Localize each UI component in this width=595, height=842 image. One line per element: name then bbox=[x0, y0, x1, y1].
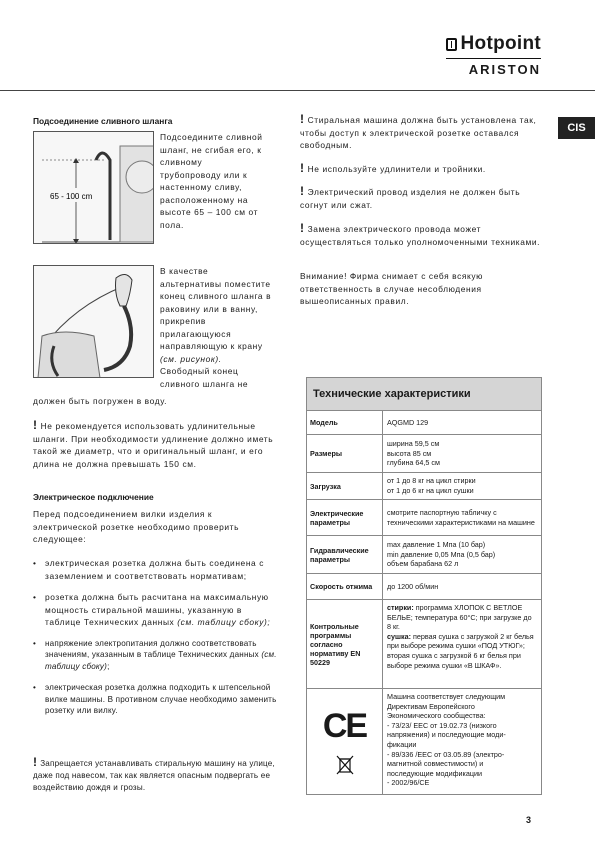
brand-name: Hotpoint bbox=[460, 33, 541, 54]
list-item: • электрическая розетка должна быть соединена с заземлением и соответствовать нормативам; bbox=[33, 558, 265, 581]
wall-drain-illustration bbox=[34, 132, 154, 244]
height-label: 65 - 100 cm bbox=[50, 192, 93, 201]
warning-icon: ! bbox=[300, 221, 305, 235]
drain-para-3 bbox=[33, 419, 278, 470]
drain-para-2 bbox=[160, 265, 272, 390]
note-1: ! Стиральная машина должна быть установлена так, чтобы доступ к электрической розетке оставался свободным. bbox=[300, 112, 537, 150]
table-row: Скорость отжима до 1200 об/мин bbox=[306, 574, 542, 600]
language-tab: CIS bbox=[558, 117, 595, 139]
table-row: Размеры ширина 59,5 см высота 85 см глубина 64,5 см bbox=[306, 435, 542, 473]
warning-icon: ! bbox=[33, 418, 38, 432]
drain-para-3-text: Не рекомендуется использовать удлинительные шланги. При необходимости удлинение должно иметь такой же диаметр, что и оригинальный шланг, и его длина не должна превышать 150 см. bbox=[33, 421, 274, 469]
table-row: Загрузка от 1 до 8 кг на цикл стирки от 1 до 6 кг на цикл сушки bbox=[306, 473, 542, 500]
list-item: • электрическая розетка должна подходить к штепсельной вилке машины. В противном случае необходимо заменить розетку или вилку. bbox=[33, 682, 277, 716]
sink-drain-illustration bbox=[34, 266, 154, 378]
drain-para-2-cont: Свободный конец сливного шланга не bbox=[160, 366, 249, 389]
drain-para-2-text: В качестве альтернативы поместите конец сливного шланга в раковину или в ванну, прикрепив прилагающуюся направляющую к крану bbox=[160, 266, 272, 351]
outdoor-warning-text: Запрещается устанавливать стиральную машину на улице, даже под навесом, так как является опасным подвергать ее воздействию дождя и грозы. bbox=[33, 759, 275, 792]
ce-marks bbox=[307, 689, 383, 794]
table-row: Электрические параметры смотрите паспортную табличку с техническими характеристиками на машине bbox=[306, 500, 542, 536]
list-item: • напряжение электропитания должно соответствовать значениям, указанным в таблице Технических данных (см. таблицу сбоку); bbox=[33, 638, 277, 672]
electric-heading: Электрическое подключение bbox=[33, 492, 154, 502]
table-row: CE Машина соответствует следующим Директивам Европейского Экономического сообщества: - 73/23/ EEC от 19.02.73 (низкого напряжения) и последующие моди- фикации - 89/336 /EEC от 03.05.89 (электро- магнитной совместимости) и последующие модификации - 2002/96/CE bbox=[306, 689, 542, 795]
note-4: ! Замена электрического провода может осуществляться только уполномоченными техниками. bbox=[300, 221, 541, 247]
tech-table-title: Технические характеристики bbox=[306, 377, 542, 411]
header-divider bbox=[0, 90, 595, 91]
brand-logo bbox=[446, 33, 541, 77]
drain-para-1: Подсоедините сливной шланг, не сгибая его, к сливному трубопроводу или к настенному сливу, расположенному на высоте 65 – 100 см от пола. bbox=[160, 132, 263, 230]
warning-icon: ! bbox=[33, 755, 38, 769]
warning-icon: ! bbox=[300, 184, 305, 198]
outdoor-warning bbox=[33, 757, 278, 793]
tech-table bbox=[306, 377, 542, 795]
warning-icon: ! bbox=[300, 161, 305, 175]
table-row: Модель AQGMD 129 bbox=[306, 411, 542, 435]
note-5: Внимание! Фирма снимает с себя всякую ответственность в случае несоблюдения вышеописанных правил. bbox=[300, 271, 484, 306]
electric-checklist bbox=[33, 557, 278, 726]
note-3: ! Электрический провод изделия не должен быть согнут или сжат. bbox=[300, 184, 521, 210]
page-number: 3 bbox=[526, 815, 532, 825]
drain-figure-1 bbox=[33, 131, 154, 244]
list-item: • розетка должна быть расчитана на максимальную мощность стиральной машины, указанную в таблице Технических данных (см. таблицу сбоку); bbox=[33, 592, 271, 627]
drain-figure-2 bbox=[33, 265, 154, 378]
brand-sub: ARISTON bbox=[468, 62, 541, 77]
drain-figure-ref: (см. рисунок). bbox=[160, 353, 222, 364]
table-row: Гидравлические параметры max давление 1 Мпа (10 бар) min давление 0,05 Mпа (0,5 бар) объем барабана 62 л bbox=[306, 536, 542, 574]
table-row: Контрольные программы согласно нормативу EN 50229 стирки: программа ХЛОПОК С ВЕТЛОЕ БЕЛЬЕ; температура 60°С; при загрузке до 8 кг. сушка: первая сушка с загрузкой 2 кг белья при выборе режима сушки «ПОД УТЮГ»; вторая сушка с загрузкой 6 кг белья при выборе режима сушки «В ШКАФ». bbox=[306, 600, 542, 689]
hotpoint-logo-icon bbox=[446, 38, 457, 51]
note-2: ! Не используйте удлинители и тройники. bbox=[300, 161, 486, 175]
drain-para-2-end: должен быть погружен в воду. bbox=[33, 396, 168, 406]
warning-icon: ! bbox=[300, 112, 305, 126]
drain-heading: Подсоединение сливного шланга bbox=[33, 116, 173, 126]
ce-mark-icon: CE bbox=[322, 707, 367, 745]
electric-intro: Перед подсоединением вилки изделия к электрической розетке необходимо проверить следующее: bbox=[33, 509, 240, 544]
crossed-bin-icon bbox=[335, 754, 355, 776]
